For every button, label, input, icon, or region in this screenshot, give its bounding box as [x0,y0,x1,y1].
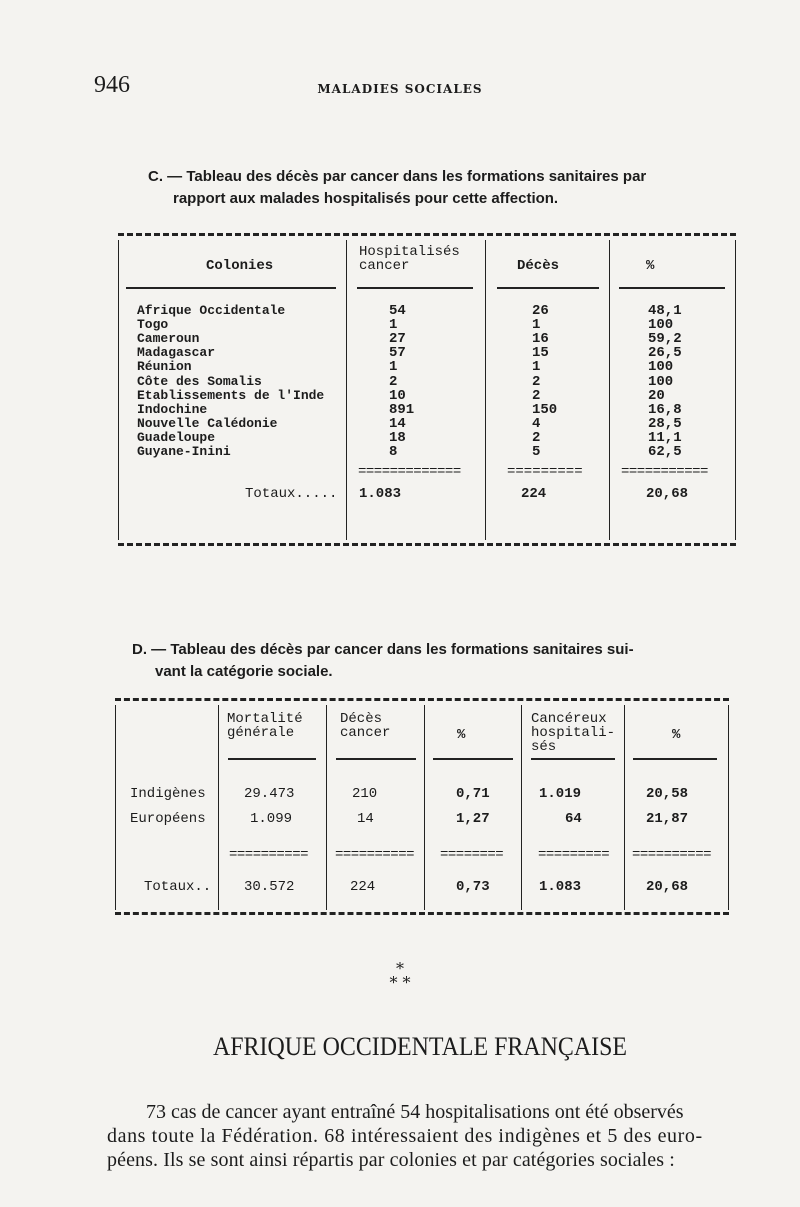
table-c-cell-hosp: 57 [389,345,406,362]
table-c-cell-colonie: Guadeloupe [137,429,216,445]
table-c-header-deces: Décès [517,258,560,274]
table-d-header-canc-line3: sés [531,739,557,755]
paragraph-line1: 73 cas de cancer ayant entraîné 54 hospitalisations ont été observés [146,1101,684,1123]
table-c-header-hosp-line1: Hospitalisés [359,244,460,260]
stars-line2: * * [389,973,411,992]
table-d-cell-deces: 14 [357,811,374,827]
table-d-sep: ========= [538,847,610,863]
table-c-cell-pct: 48,1 [648,303,682,319]
page-number: 946 [94,72,130,98]
table-c-cell-colonie: Indochine [137,401,208,417]
table-c-cell-deces: 150 [532,401,558,418]
table-d-col-divider-5 [624,705,625,910]
paragraph-line3: péens. Ils se sont ainsi répartis par colonies et par catégories sociales : [107,1149,675,1171]
table-d-header-underline [336,758,416,760]
table-c-cell-pct: 26,5 [648,345,682,362]
paragraph-line2: dans toute la Fédération. 68 intéressaient des indigènes et 5 des euro- [107,1125,703,1147]
table-c-cell-pct: 59,2 [648,331,682,348]
table-d-cell-mortalite: 1.099 [250,811,293,827]
table-c-cell-hosp: 2 [389,373,398,390]
table-d-cell-pct1: 0,71 [456,786,490,802]
table-c-cell-colonie: Madagascar [137,345,216,361]
table-c-cell-pct: 28,5 [648,415,682,432]
table-c-cell-colonie: Nouvelle Calédonie [137,415,278,431]
table-d-bottom-rule [115,912,729,915]
table-c-cell-deces: 2 [532,387,541,404]
table-d-col-divider-3 [424,705,425,910]
table-d-header-deces-line2: cancer [340,725,391,741]
table-c-cell-pct: 11,1 [648,429,682,446]
table-d-header-underline [531,758,615,760]
table-d-cell-cancereux: 64 [565,811,582,827]
table-d-col-divider-4 [521,705,522,910]
table-c-header-colonies: Colonies [206,258,274,274]
table-c-cell-pct: 100 [648,373,674,390]
table-c-sep-pct: =========== [621,464,708,480]
table-d-row-label: Indigènes [130,786,206,802]
table-d-total-pct1: 0,73 [456,879,490,895]
table-c-cell-deces: 2 [532,373,541,390]
table-d-header-pct1: % [457,727,466,743]
table-c-header-hosp-line2: cancer [359,258,410,274]
running-title: MALADIES SOCIALES [317,82,483,96]
table-d-header-deces-line1: Décès [340,711,383,727]
table-d-cell-cancereux: 1.019 [539,786,582,802]
table-d-total-canc: 1.083 [539,879,582,895]
table-d-header-underline [433,758,513,760]
table-d-cell-pct1: 1,27 [456,811,490,827]
table-c-cell-hosp: 54 [389,303,406,319]
table-c-cell-hosp: 18 [389,429,406,446]
table-d-left-border [115,705,116,910]
table-d-header-canc-line2: hospitali- [531,725,616,741]
table-d-cell-pct2: 20,58 [646,786,689,802]
table-c-cell-hosp: 10 [389,387,406,404]
table-c-total-pct: 20,68 [646,486,689,502]
table-d-sep: ========== [335,847,415,863]
table-c-cell-pct: 62,5 [648,444,682,460]
table-d-header-mortalite-line1: Mortalité [227,711,303,727]
table-c-cell-deces: 1 [532,359,541,376]
table-d-sep: ======== [440,847,504,863]
table-d-right-border [728,705,729,910]
table-d-sep: ========== [229,847,309,863]
table-d-header-pct2: % [672,727,681,743]
section-d-title-line2: vant la catégorie sociale. [155,663,333,680]
table-d-total-pct2: 20,68 [646,879,689,895]
table-c-cell-pct: 20 [648,387,665,404]
table-c-cell-colonie: Etablissements de l'Inde [137,387,325,403]
table-d-total-mort: 30.572 [244,879,295,895]
table-c-cell-colonie: Togo [137,317,169,333]
table-c-sep-deces: ========= [507,464,583,480]
table-c-cell-hosp: 1 [389,359,398,376]
table-c-sep-hosp: ============= [358,464,461,480]
table-c-cell-colonie: Afrique Occidentale [137,303,286,318]
table-d-col-divider-1 [218,705,219,910]
stars-line1: * [396,959,404,978]
table-d-total-deces: 224 [350,879,376,895]
table-c-cell-hosp: 891 [389,401,415,418]
table-c-total-hosp: 1.083 [359,486,402,502]
table-c-cell-hosp: 14 [389,415,406,432]
table-c-cell-pct: 100 [648,317,674,334]
table-c-cell-deces: 2 [532,429,541,446]
table-d-sep: ========== [632,847,712,863]
table-c-header-pct: % [646,258,655,274]
table-d-row-label: Européens [130,811,206,827]
table-c-cell-deces: 15 [532,345,549,362]
table-d-header-underline [228,758,316,760]
table-c-cell-colonie: Guyane-Inini [137,444,231,459]
section-c-title-line1: C. — Tableau des décès par cancer dans les formations sanitaires par [148,168,647,185]
chapter-title: AFRIQUE OCCIDENTALE FRANÇAISE [212,1032,628,1061]
table-c-cell-hosp: 8 [389,444,398,460]
table-d-top-rule [115,698,729,701]
table-c-total-deces: 224 [521,486,547,502]
table-c-cell-pct: 100 [648,359,674,376]
table-d-header-underline [633,758,717,760]
table-d-cell-pct2: 21,87 [646,811,689,827]
table-c-cell-deces: 5 [532,444,541,460]
table-c-cell-colonie: Réunion [137,359,192,375]
table-c-cell-hosp: 1 [389,317,398,334]
table-d-cell-mortalite: 29.473 [244,786,295,802]
table-c-cell-deces: 16 [532,331,549,348]
table-c-cell-hosp: 27 [389,331,406,348]
table-d-cell-deces: 210 [352,786,378,802]
table-c-cell-deces: 1 [532,317,541,334]
table-d-header-mortalite-line2: générale [227,725,295,741]
table-d-header-canc-line1: Cancéreux [531,711,607,727]
table-c-cell-deces: 4 [532,415,541,432]
table-c-cell-colonie: Cameroun [137,331,200,347]
table-d-col-divider-2 [326,705,327,910]
section-c-title-line2: rapport aux malades hospitalisés pour cette affection. [173,190,559,207]
section-d-title-line1: D. — Tableau des décès par cancer dans les formations sanitaires sui- [132,641,634,658]
table-c-total-label: Totaux..... [245,486,338,502]
table-c-cell-colonie: Côte des Somalis [137,373,262,389]
section-separator-stars [380,959,420,992]
table-c-cell-pct: 16,8 [648,401,682,418]
table-d-total-label: Totaux.. [144,879,212,895]
table-c-cell-deces: 26 [532,303,549,319]
